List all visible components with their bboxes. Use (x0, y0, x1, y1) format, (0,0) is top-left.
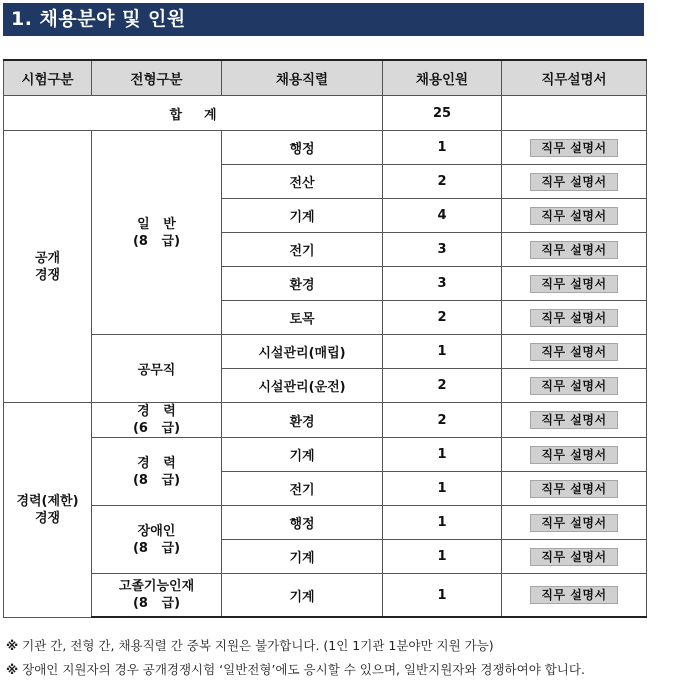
position-cell: 토목 (222, 301, 383, 335)
note-mark: ※ (6, 662, 19, 677)
track-highschool-talent: 고졸기능인재 (8 급) (92, 574, 222, 618)
count-cell: 2 (383, 301, 502, 335)
table-row (4, 574, 647, 618)
count-cell: 3 (383, 233, 502, 267)
total-empty-cell (502, 96, 647, 131)
count-cell: 1 (383, 335, 502, 369)
count-cell: 1 (383, 574, 502, 618)
note-text-1: 기관 간, 전형 간, 채용직렬 간 중복 지원은 불가합니다. (1인 1기관 1분야만 지원 가능) (22, 638, 494, 653)
job-description-button[interactable]: 직무 설명서 (530, 411, 617, 429)
job-description-cell (502, 301, 647, 335)
column-header-track: 전형구분 (92, 60, 222, 96)
job-description-cell (502, 165, 647, 199)
job-description-cell (502, 438, 647, 472)
track-general: 일 반 (8 급) (92, 131, 222, 335)
table-row (4, 438, 647, 472)
table-row (4, 506, 647, 540)
count-cell: 4 (383, 199, 502, 233)
count-cell: 3 (383, 267, 502, 301)
job-description-cell (502, 574, 647, 618)
position-cell: 기계 (222, 438, 383, 472)
exam-type-open: 공개 경쟁 (4, 131, 92, 403)
job-description-button[interactable]: 직무 설명서 (530, 446, 617, 464)
column-header-job-description: 직무설명서 (502, 60, 647, 96)
job-description-cell (502, 540, 647, 574)
job-description-button[interactable]: 직무 설명서 (530, 548, 617, 566)
count-cell: 2 (383, 369, 502, 403)
job-description-button[interactable]: 직무 설명서 (530, 586, 617, 604)
job-description-cell (502, 506, 647, 540)
job-description-cell (502, 403, 647, 438)
job-description-button[interactable]: 직무 설명서 (530, 343, 617, 361)
count-cell: 1 (383, 540, 502, 574)
position-cell: 기계 (222, 199, 383, 233)
count-cell: 2 (383, 403, 502, 438)
job-description-button[interactable]: 직무 설명서 (530, 275, 617, 293)
job-description-button[interactable]: 직무 설명서 (530, 173, 617, 191)
exam-type-career: 경력(제한) 경쟁 (4, 403, 92, 618)
note-line-2 (6, 658, 684, 682)
job-description-cell (502, 131, 647, 165)
column-header-exam-type: 시험구분 (4, 60, 92, 96)
position-cell: 행정 (222, 506, 383, 540)
table-header-row (4, 60, 647, 96)
position-cell: 기계 (222, 540, 383, 574)
notes (6, 634, 684, 682)
total-row (4, 96, 647, 131)
position-cell: 전산 (222, 165, 383, 199)
job-description-cell (502, 233, 647, 267)
count-cell: 1 (383, 472, 502, 506)
position-cell: 시설관리(운전) (222, 369, 383, 403)
position-cell: 시설관리(매립) (222, 335, 383, 369)
note-text-2: 장애인 지원자의 경우 공개경쟁시험 ‘일반전형’에도 응시할 수 있으며, 일반지원자와 경쟁하여야 합니다. (22, 662, 585, 677)
recruitment-table (3, 59, 647, 618)
job-description-button[interactable]: 직무 설명서 (530, 207, 617, 225)
job-description-button[interactable]: 직무 설명서 (530, 139, 617, 157)
job-description-button[interactable]: 직무 설명서 (530, 309, 617, 327)
track-disabled: 장애인 (8 급) (92, 506, 222, 574)
note-mark: ※ (6, 638, 19, 653)
table-row (4, 335, 647, 369)
total-label: 합계 (4, 96, 383, 131)
column-header-count: 채용인원 (383, 60, 502, 96)
total-count: 25 (383, 96, 502, 131)
position-cell: 전기 (222, 233, 383, 267)
table-row (4, 131, 647, 165)
job-description-cell (502, 267, 647, 301)
job-description-button[interactable]: 직무 설명서 (530, 514, 617, 532)
job-description-cell (502, 335, 647, 369)
job-description-button[interactable]: 직무 설명서 (530, 241, 617, 259)
position-cell: 행정 (222, 131, 383, 165)
position-cell: 전기 (222, 472, 383, 506)
track-public-worker: 공무직 (92, 335, 222, 403)
job-description-button[interactable]: 직무 설명서 (530, 480, 617, 498)
track-career-grade8: 경 력 (8 급) (92, 438, 222, 506)
job-description-cell (502, 199, 647, 233)
count-cell: 1 (383, 438, 502, 472)
count-cell: 2 (383, 165, 502, 199)
position-cell: 환경 (222, 267, 383, 301)
section-title: 1. 채용분야 및 인원 (3, 3, 644, 36)
position-cell: 환경 (222, 403, 383, 438)
position-cell: 기계 (222, 574, 383, 618)
count-cell: 1 (383, 131, 502, 165)
job-description-cell (502, 472, 647, 506)
table-row (4, 403, 647, 438)
note-line-1 (6, 634, 684, 658)
job-description-cell (502, 369, 647, 403)
job-description-button[interactable]: 직무 설명서 (530, 377, 617, 395)
count-cell: 1 (383, 506, 502, 540)
column-header-position: 채용직렬 (222, 60, 383, 96)
track-career-grade6: 경 력 (6 급) (92, 403, 222, 438)
